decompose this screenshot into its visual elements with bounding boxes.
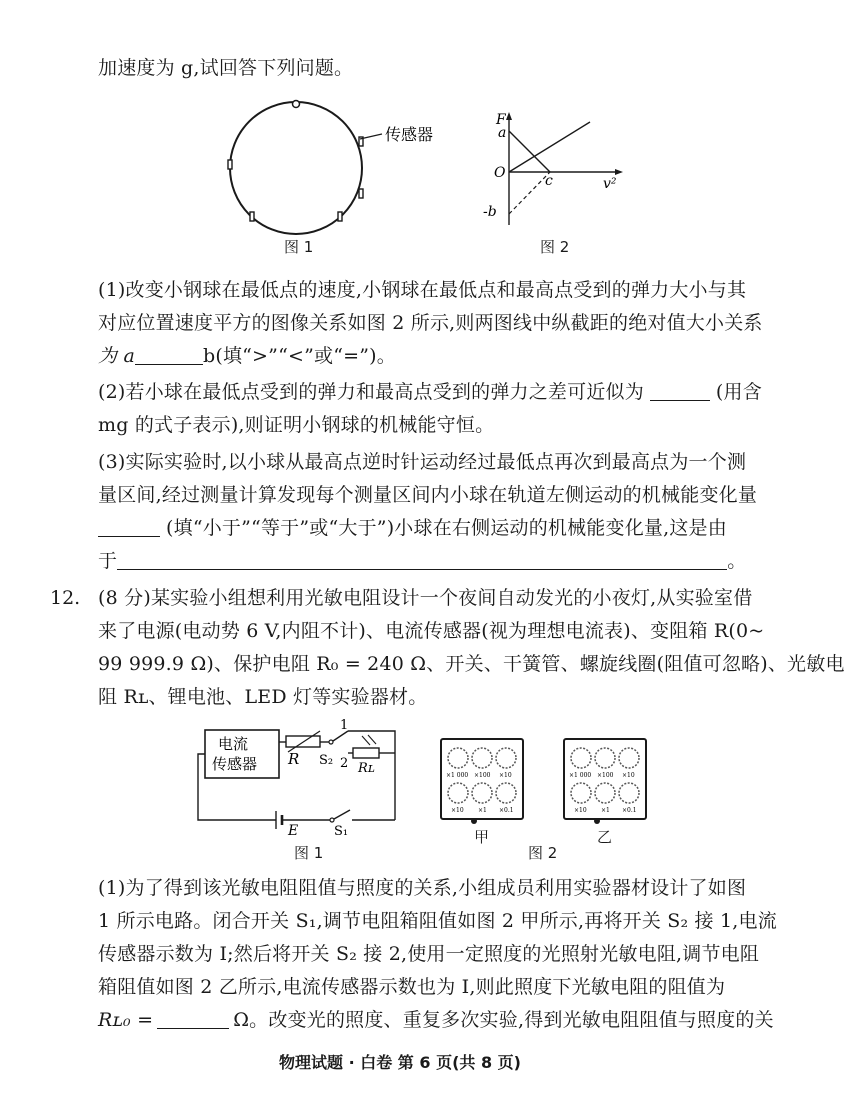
- sensor-top: [293, 101, 300, 108]
- axis-v2: v²: [603, 176, 617, 192]
- q11-p3-line2: 量区间,经过测量计算发现每个测量区间内小球在轨道左侧运动的机械能变化量: [98, 484, 758, 506]
- q12-number: 12.: [50, 587, 81, 609]
- q12-line1: (8 分)某实验小组想利用光敏电阻设计一个夜间自动发光的小夜灯,从实验室借: [98, 587, 753, 609]
- q11-p2-line2: mg 的式子表示),则证明小钢球的机械能守恒。: [98, 414, 495, 436]
- svg-text:×10: ×10: [574, 807, 587, 814]
- label-1: 1: [340, 718, 349, 733]
- blank-energy-compare[interactable]: [98, 518, 160, 537]
- y-arrow: [506, 112, 512, 120]
- circuit-diagram: [190, 718, 415, 839]
- dial-jia-6: [496, 783, 516, 803]
- sensor-label: 传感器: [385, 125, 434, 144]
- svg-text:×1 000: ×1 000: [569, 772, 592, 779]
- sensor-left-1: [228, 160, 232, 169]
- x-arrow: [615, 169, 623, 175]
- svg-text:×10: ×10: [451, 807, 464, 814]
- s1-pivot: [330, 818, 334, 822]
- label-O: O: [494, 165, 506, 181]
- sensor-bottom-right: [338, 212, 342, 221]
- q11-p1-line3: 为 a b(填“>”“<”或“=”)。: [98, 345, 396, 367]
- label-jia: 甲: [474, 828, 490, 846]
- intro-text: 加速度为 g,试回答下列问题。: [98, 57, 354, 79]
- resistance-box-jia: [440, 738, 524, 820]
- label-yi: 乙: [597, 828, 613, 846]
- q12-1-line4: 箱阻值如图 2 乙所示,电流传感器示数也为 I,则此照度下光敏电阻的阻值为: [98, 976, 726, 998]
- q12-line2: 来了电源(电动势 6 V,内阻不计)、电流传感器(视为理想电流表)、变阻箱 R(0~: [98, 620, 765, 642]
- label-a: a: [498, 125, 507, 141]
- q12-1-line2: 1 所示电路。闭合开关 S₁,调节电阻箱阻值如图 2 甲所示,再将开关 S₂ 接 1,电流: [98, 910, 777, 932]
- label-S2: S₂: [319, 753, 334, 768]
- terminal-yi: [594, 818, 600, 824]
- line-highest-solid: [509, 131, 550, 172]
- fig2-caption: 图 2: [540, 238, 570, 256]
- q11-p3-line3: (填“小于”“等于”或“大于”)小球在右侧运动的机械能变化量,这是由: [98, 516, 727, 540]
- s1-blade: [334, 810, 350, 819]
- label-E: E: [288, 823, 299, 839]
- sensor-text-1: 电流: [218, 735, 249, 753]
- q12-1-line3: 传感器示数为 I;然后将开关 S₂ 接 2,使用一定照度的光照射光敏电阻,调节电阻: [98, 943, 760, 965]
- dial-jia-3: [496, 748, 516, 768]
- label-R: R: [288, 750, 300, 768]
- light-arrow-2: [368, 735, 376, 744]
- svg-text:×1 000: ×1 000: [446, 772, 469, 779]
- dial-yi-4: [571, 783, 591, 803]
- line-lowest-point: [509, 122, 590, 172]
- axis-F: F: [496, 112, 506, 128]
- svg-text:×10: ×10: [499, 772, 512, 779]
- light-arrow-1: [362, 736, 370, 745]
- label-b: -b: [483, 204, 497, 220]
- label-2: 2: [340, 756, 349, 771]
- q11-p1-line1: (1)改变小钢球在最低点的速度,小钢球在最低点和最高点受到的弹力大小与其: [98, 279, 747, 301]
- blank-a-b[interactable]: [135, 346, 203, 365]
- fig1-caption: 图 1: [284, 238, 314, 256]
- svg-text:×0.1: ×0.1: [622, 807, 637, 814]
- q11-p3-line1: (3)实际实验时,以小球从最高点逆时针运动经过最低点再次到最高点为一个测: [98, 451, 747, 473]
- svg-text:×1: ×1: [601, 807, 610, 814]
- dial-jia-5: [472, 783, 492, 803]
- q11-p1-line2: 对应位置速度平方的图像关系如图 2 所示,则两图线中纵截距的绝对值大小关系: [98, 312, 763, 334]
- circuit-caption: 图 1: [294, 844, 324, 862]
- sensor-right-2: [359, 189, 363, 198]
- svg-text:×100: ×100: [597, 772, 614, 779]
- svg-text:×10: ×10: [622, 772, 635, 779]
- dial-yi-2: [595, 748, 615, 768]
- q11-p3-line4: 于 。: [98, 550, 747, 572]
- q12-1-line5: Rʟ₀ = Ω。改变光的照度、重复多次实验,得到光敏电阻阻值与照度的关: [98, 1009, 774, 1031]
- label-S1: S₁: [334, 824, 349, 839]
- page-footer: 物理试题 · 白卷 第 6 页(共 8 页): [279, 1053, 521, 1072]
- boxes-caption: 图 2: [528, 844, 558, 862]
- sensor-text-2: 传感器: [212, 755, 258, 773]
- force-velocity-graph: [478, 110, 628, 230]
- blank-RL0[interactable]: [157, 1010, 229, 1029]
- blank-force-diff[interactable]: [650, 382, 710, 401]
- dial-yi-6: [619, 783, 639, 803]
- svg-text:×1: ×1: [478, 807, 487, 814]
- q12-line4: 阻 Rʟ、锂电池、LED 灯等实验器材。: [98, 686, 428, 708]
- photoresistor-RL: [353, 748, 379, 758]
- svg-text:×0.1: ×0.1: [499, 807, 514, 814]
- dial-yi-3: [619, 748, 639, 768]
- dial-jia-1: [448, 748, 468, 768]
- dial-yi-1: [571, 748, 591, 768]
- q11-p2-line1: (2)若小球在最低点受到的弹力和最高点受到的弹力之差可近似为 (用含: [98, 381, 762, 403]
- s2-pivot: [329, 740, 333, 744]
- circle-track-figure: [210, 92, 470, 252]
- terminal-jia: [471, 818, 477, 824]
- line-highest-dashed: [509, 172, 550, 214]
- dial-jia-2: [472, 748, 492, 768]
- sensor-bottom-left: [250, 212, 254, 221]
- dial-jia-4: [448, 783, 468, 803]
- svg-text:×100: ×100: [474, 772, 491, 779]
- resistance-box-yi: [563, 738, 647, 820]
- dial-yi-5: [595, 783, 615, 803]
- blank-reason[interactable]: [117, 551, 727, 570]
- label-c: c: [545, 173, 553, 189]
- q12-line3: 99 999.9 Ω)、保护电阻 R₀ = 240 Ω、开关、干簧管、螺旋线圈(阻值可忽略)、光敏电: [98, 653, 845, 675]
- label-RL: Rʟ: [358, 761, 375, 776]
- q12-1-line1: (1)为了得到该光敏电阻阻值与照度的关系,小组成员利用实验器材设计了如图: [98, 877, 747, 899]
